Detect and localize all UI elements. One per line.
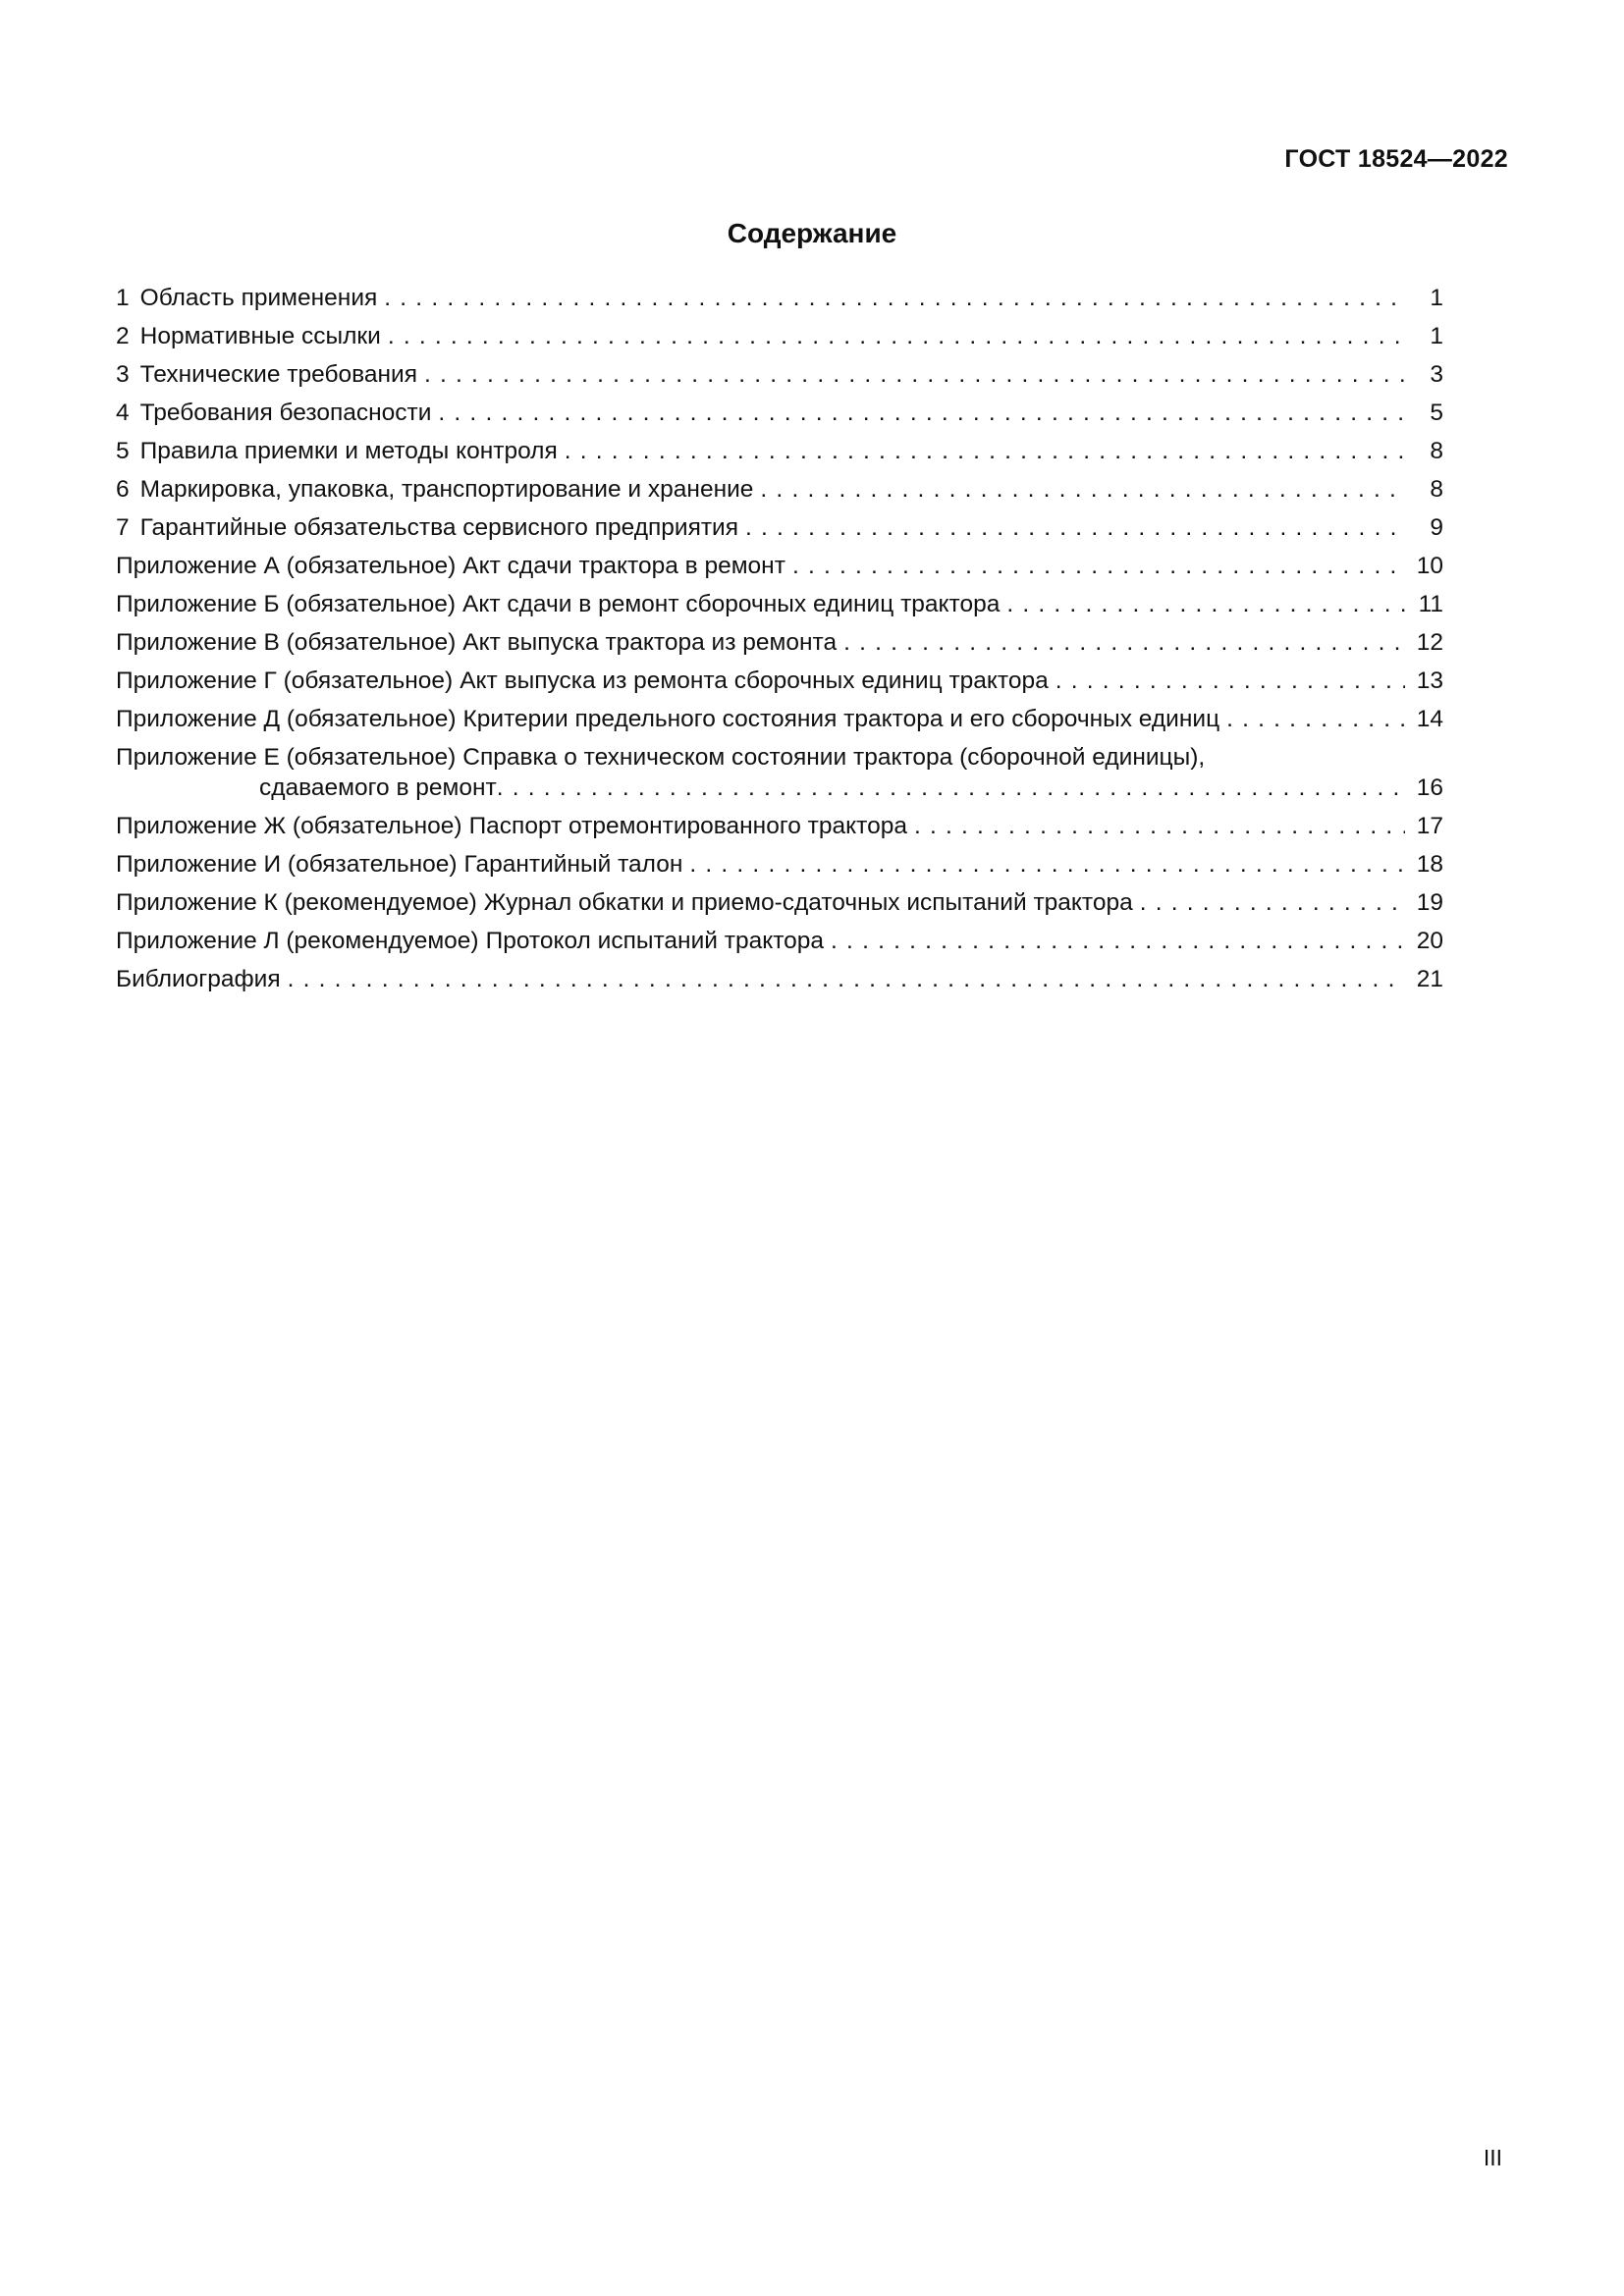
toc-entry-number: 2 [116, 323, 130, 349]
toc-entry[interactable] [116, 669, 1443, 694]
toc-entry-label: Приложение К (рекомендуемое) [116, 888, 477, 916]
toc-entry-subtitle: Акт выпуска из ремонта сборочных единиц трактора [460, 667, 1049, 694]
toc-entry-page: 17 [1416, 812, 1443, 839]
toc-entry-label: Приложение Д (обязательное) [116, 706, 457, 732]
toc-entry[interactable] [116, 555, 1443, 579]
toc-entry-label: Приложение Ж (обязательное) [116, 812, 462, 839]
toc-entry[interactable] [116, 401, 1443, 426]
toc-entry-label: Нормативные ссылки [139, 323, 381, 349]
toc-leader [831, 930, 1405, 953]
toc-entry-page: 1 [1430, 285, 1443, 311]
toc-entry-number: 7 [116, 514, 130, 541]
toc-entry[interactable] [116, 850, 1443, 878]
toc-leader [565, 441, 1405, 464]
toc-entry-label: Приложение И (обязательное) [116, 850, 458, 878]
toc-entry[interactable] [116, 287, 1443, 311]
toc-entry-label: Приложение Б (обязательное) [116, 591, 457, 617]
toc-leader [745, 517, 1405, 541]
standard-id-header: ГОСТ 18524—2022 [1284, 145, 1508, 173]
toc-leader [388, 326, 1405, 349]
toc-entry[interactable] [116, 888, 1443, 916]
toc-entry-label: Приложение Е (обязательное) [116, 744, 457, 771]
toc-entry[interactable] [116, 708, 1443, 732]
toc-entry-page: 3 [1430, 361, 1443, 388]
toc-entry-page: 13 [1416, 667, 1443, 694]
toc-entry-page: 21 [1416, 965, 1443, 992]
toc-entry-label: Гарантийные обязательства сервисного предприятия [139, 514, 739, 541]
toc-leader [438, 402, 1405, 426]
toc-entry-label: Область применения [139, 285, 378, 311]
toc-entry-label: Требования безопасности [139, 400, 432, 426]
toc-entry-label: Приложение А (обязательное) [116, 553, 457, 579]
toc-entry[interactable] [116, 746, 1443, 771]
toc-entry-number: 1 [116, 285, 130, 311]
toc-entry-page: 5 [1430, 400, 1443, 426]
page-title: Содержание [727, 218, 897, 248]
toc-entry[interactable] [116, 927, 1443, 954]
toc-entry-label: Приложение В (обязательное) [116, 629, 457, 656]
toc-entry-label: Маркировка, упаковка, транспортирование и хранение [139, 476, 754, 503]
toc-entry-continuation-label: сдаваемого в ремонт [259, 774, 497, 801]
toc-entry-label: Приложение Г (обязательное) [116, 667, 454, 694]
toc-leader [424, 364, 1405, 388]
toc-entry-page: 10 [1416, 553, 1443, 579]
toc-entry-page: 14 [1416, 706, 1443, 732]
toc-entry-page: 20 [1416, 927, 1443, 954]
toc-leader [1056, 670, 1405, 694]
toc-entry-subtitle: Протокол испытаний трактора [485, 927, 825, 954]
toc-entry[interactable] [116, 631, 1443, 656]
toc-leader [288, 968, 1405, 991]
toc-entry-subtitle: Акт выпуска трактора из ремонта [462, 629, 838, 656]
toc-entry-number: 4 [116, 400, 130, 426]
toc-leader [1140, 891, 1405, 915]
toc-leader [914, 815, 1405, 838]
toc-entry-page: 18 [1416, 850, 1443, 878]
toc-leader [843, 632, 1405, 656]
toc-leader [384, 288, 1405, 311]
toc-entry-page: 9 [1430, 514, 1443, 541]
toc-entry-subtitle: Справка о техническом состоянии трактора (сборочной единицы), [462, 744, 1206, 771]
toc-entry[interactable] [116, 965, 1443, 992]
toc-entry-continuation[interactable] [116, 776, 1443, 801]
toc-entry-number: 3 [116, 361, 130, 388]
toc-entry[interactable] [116, 812, 1443, 839]
toc-entry[interactable] [116, 478, 1443, 503]
toc-entry[interactable] [116, 363, 1443, 388]
toc-leader [1226, 709, 1405, 732]
toc-leader [760, 479, 1405, 503]
toc-entry[interactable] [116, 325, 1443, 349]
page-folio: III [1483, 2145, 1502, 2170]
toc-entry[interactable] [116, 593, 1443, 617]
toc-entry-subtitle: Паспорт отремонтированного трактора [468, 812, 907, 839]
toc-entry-page: 8 [1430, 438, 1443, 464]
toc-entry-number: 5 [116, 438, 130, 464]
table-of-contents [116, 287, 1443, 1006]
toc-entry-number: 6 [116, 476, 130, 503]
toc-entry-subtitle: Критерии предельного состояния трактора и его сборочных единиц [462, 706, 1220, 732]
toc-entry-subtitle: Гарантийный талон [463, 850, 683, 878]
toc-entry-page: 16 [1416, 774, 1443, 801]
toc-entry-label: Приложение Л (рекомендуемое) [116, 927, 479, 954]
toc-entry-page: 8 [1430, 476, 1443, 503]
toc-entry-page: 11 [1418, 591, 1443, 617]
toc-entry-label: Библиография [116, 965, 281, 992]
toc-entry-label: Правила приемки и методы контроля [139, 438, 558, 464]
toc-entry-label: Технические требования [139, 361, 417, 388]
toc-entry-page: 19 [1416, 888, 1443, 916]
toc-leader [689, 853, 1405, 877]
toc-leader [1006, 594, 1405, 617]
toc-entry-page: 12 [1416, 629, 1443, 656]
toc-entry-subtitle: Акт сдачи трактора в ремонт [462, 553, 785, 579]
toc-entry[interactable] [116, 440, 1443, 464]
toc-leader [792, 556, 1405, 579]
toc-entry[interactable] [116, 516, 1443, 541]
toc-leader [497, 776, 1405, 800]
toc-entry-subtitle: Акт сдачи в ремонт сборочных единиц трактора [462, 591, 1001, 617]
toc-entry-page: 1 [1430, 323, 1443, 349]
toc-entry-subtitle: Журнал обкатки и приемо-сдаточных испытаний трактора [483, 888, 1133, 916]
